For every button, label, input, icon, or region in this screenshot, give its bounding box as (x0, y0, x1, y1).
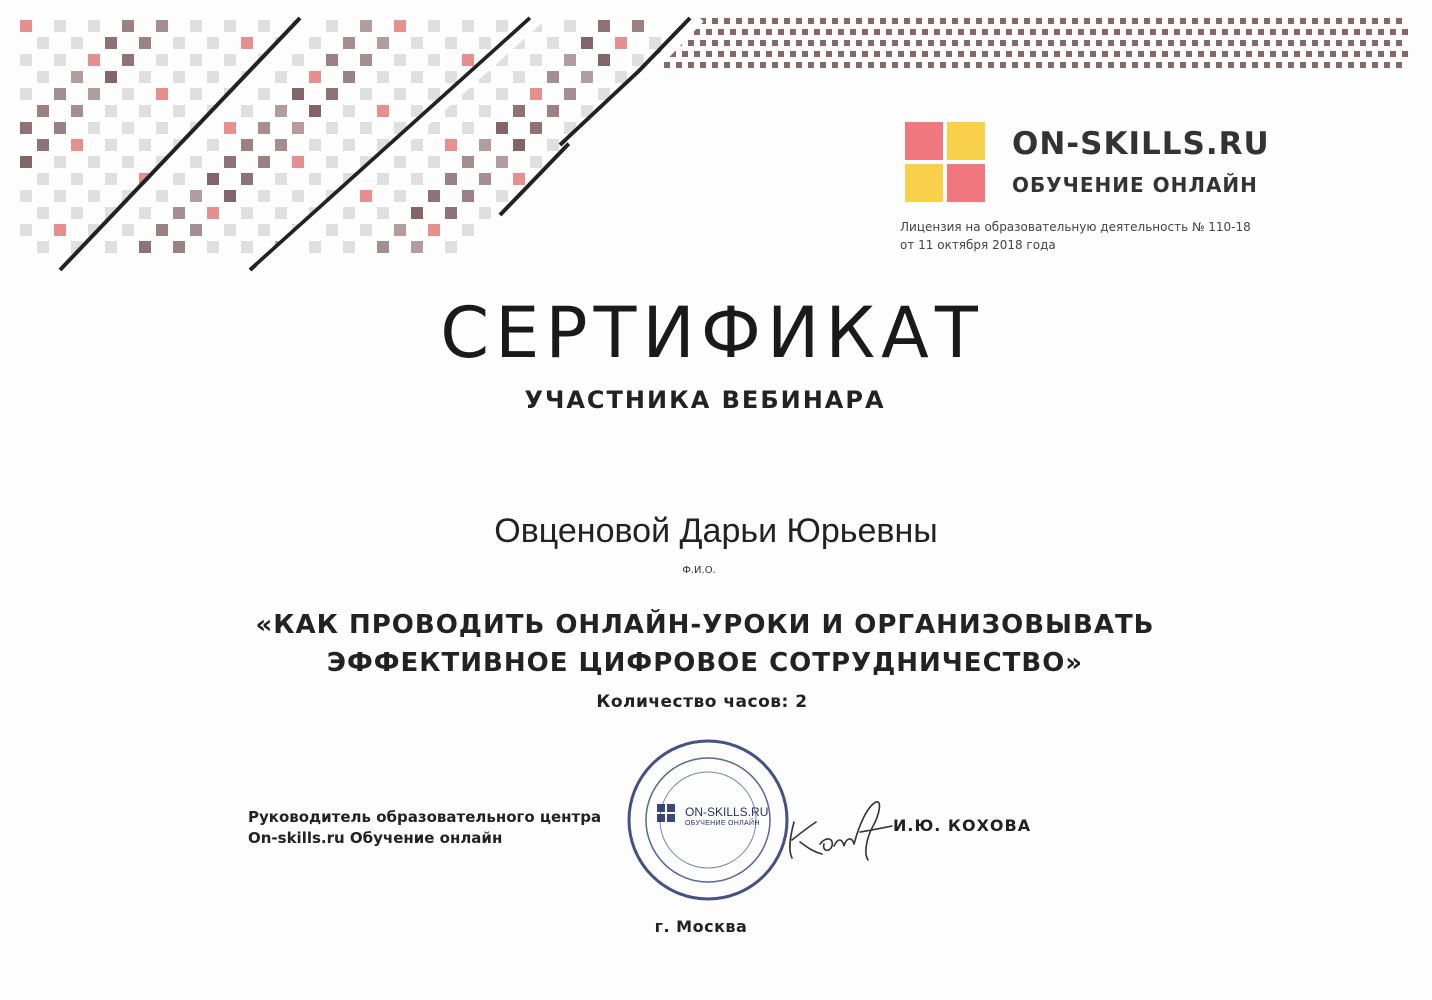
logo-square-yellow (947, 122, 985, 160)
course-title-line: ЭФФЕКТИВНОЕ ЦИФРОВОЕ СОТРУДНИЧЕСТВО» (326, 648, 1084, 678)
signer-name: И.Ю. КОХОВА (893, 816, 1032, 835)
checkered-strip (652, 18, 1408, 68)
recipient-name: Овценовой Дарьи Юрьевны (494, 512, 938, 550)
brand-name: ON-SKILLS.RU (1012, 126, 1270, 162)
license-info (900, 218, 1251, 254)
license-line: Лицензия на образовательную деятельность № 110-18 (900, 220, 1251, 234)
logo-square-pink (905, 122, 943, 160)
director-title (248, 807, 601, 849)
stamp-brand-tagline: ОБУЧЕНИЕ ОНЛАЙН (685, 820, 760, 827)
handwritten-signature (780, 792, 900, 872)
logo-square-pink (947, 164, 985, 202)
stamp-brand-name: ON-SKILLS.RU (685, 805, 769, 819)
course-title (0, 606, 1410, 682)
city: г. Москва (654, 917, 748, 936)
director-org: On-skills.ru Обучение онлайн (248, 829, 503, 847)
director-line: Руководитель образовательного центра (248, 808, 602, 826)
license-date: от 11 октября 2018 года (900, 238, 1056, 252)
brand-logo (905, 122, 985, 202)
hours-count: Количество часов: 2 (596, 692, 808, 712)
brand-tagline: ОБУЧЕНИЕ ОНЛАЙН (1012, 173, 1258, 197)
recipient-caption: Ф.И.О. (682, 565, 716, 576)
course-title-line: «КАК ПРОВОДИТЬ ОНЛАЙН-УРОКИ И ОРГАНИЗОВЫВАТЬ (255, 610, 1155, 640)
certificate-subtitle: УЧАСТНИКА ВЕБИНАРА (524, 386, 886, 414)
logo-square-yellow (905, 164, 943, 202)
certificate-title: СЕРТИФИКАТ (440, 292, 984, 374)
